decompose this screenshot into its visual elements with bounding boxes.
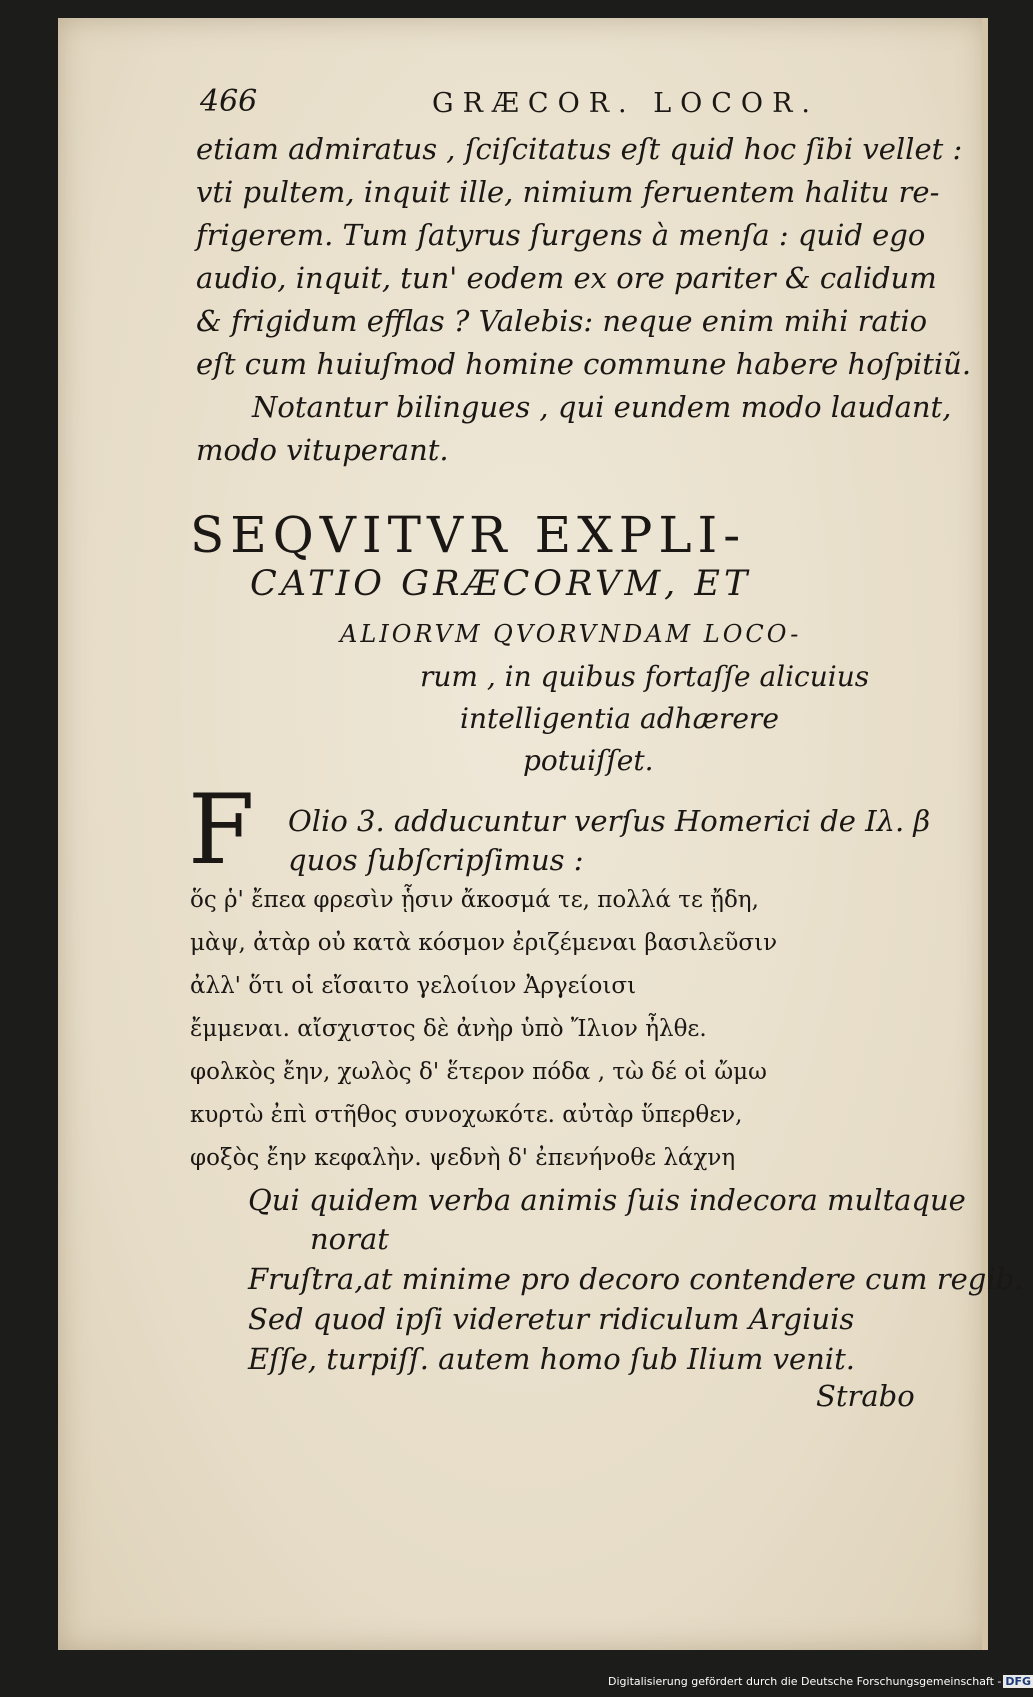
page-number: 466 [200, 84, 258, 119]
translation-line: Qui quidem verba animis ſuis indecora multaque [248, 1183, 966, 1217]
section-heading-line: CATIO GRÆCORVM, ET [250, 564, 752, 604]
text-line: quos ſubſcripſimus : [288, 843, 584, 877]
text-line: Olio 3. adducuntur verſus Homerici de Ιλ. β [288, 804, 931, 838]
text-line: eſt cum huiuſmod homine commune habere hoſpitiũ. [196, 347, 972, 381]
text-line: audio, inquit, tun' eodem ex ore pariter & calidum [196, 261, 937, 295]
text-line: Notantur bilingues , qui eundem modo laudant, [252, 390, 952, 424]
text-line: etiam admiratus , ſciſcitatus eſt quid hoc ſibi vellet : [196, 132, 963, 166]
page-edge [982, 18, 988, 1650]
translation-line: Eſſe, turpiſſ. autem homo ſub Ilium venit. [248, 1342, 855, 1376]
text-line: & frigidum efflas ? Valebis: neque enim mihi ratio [196, 304, 928, 338]
translation-line: Fruſtra,at minime pro decoro contendere cum regib. [248, 1262, 1024, 1296]
drop-cap: F [188, 774, 255, 886]
section-heading-line: intelligentia adhærere [460, 702, 779, 735]
greek-verse-line: κυρτὼ ἐπὶ στῆθος συνοχωκότε. αὐτὰρ ὕπερθεν, [190, 1102, 743, 1128]
translation-line: norat [310, 1222, 389, 1256]
translation-line: Sed quod ipſi videretur ridiculum Argiuis [248, 1302, 855, 1336]
text-line: modo vituperant. [196, 433, 449, 467]
greek-verse-line: ἀλλ' ὅτι οἱ εἴσαιτο γελοίιον Ἀργείοισι [190, 973, 637, 999]
greek-verse-line: ἔμμεναι. αἴσχιστος δὲ ἀνὴρ ὑπὸ Ἴλιον ἦλθε. [190, 1016, 707, 1042]
greek-verse-line: ὅς ῥ' ἔπεα φρεσὶν ᾗσιν ἄκοσμά τε, πολλά τε ᾔδη, [190, 887, 759, 913]
text-line: vti pultem, inquit ille, nimium feruentem halitu re- [196, 175, 940, 209]
credit-text: Digitalisierung gefördert durch die Deutsche Forschungsgemeinschaft - [608, 1675, 1002, 1688]
catchword: Strabo [816, 1379, 915, 1413]
dfg-logo: DFG [1005, 1675, 1032, 1688]
greek-verse-line: φολκὸς ἔην, χωλὸς δ' ἕτερον πόδα , τὼ δέ οἱ ὤμω [190, 1059, 767, 1085]
greek-verse-line: φοξὸς ἔην κεφαλὴν. ψεδνὴ δ' ἐπενήνοθε λάχνη [190, 1145, 736, 1171]
section-heading-line: SEQVITVR EXPLI- [190, 506, 747, 564]
running-title: GRÆCOR. LOCOR. [432, 88, 819, 119]
greek-verse-line: μὰψ, ἀτὰρ οὐ κατὰ κόσμον ἐριζέμεναι βασιλεῦσιν [190, 930, 778, 956]
section-heading-line: rum , in quibus fortaſſe alicuius [420, 660, 870, 693]
digitization-credit [608, 1675, 1033, 1688]
section-heading-line: ALIORVM QVORVNDAM LOCO- [340, 620, 802, 648]
section-heading-line: potuiſſet. [523, 744, 654, 777]
text-line: frigerem. Tum ſatyrus ſurgens à menſa : quid ego [196, 218, 926, 252]
